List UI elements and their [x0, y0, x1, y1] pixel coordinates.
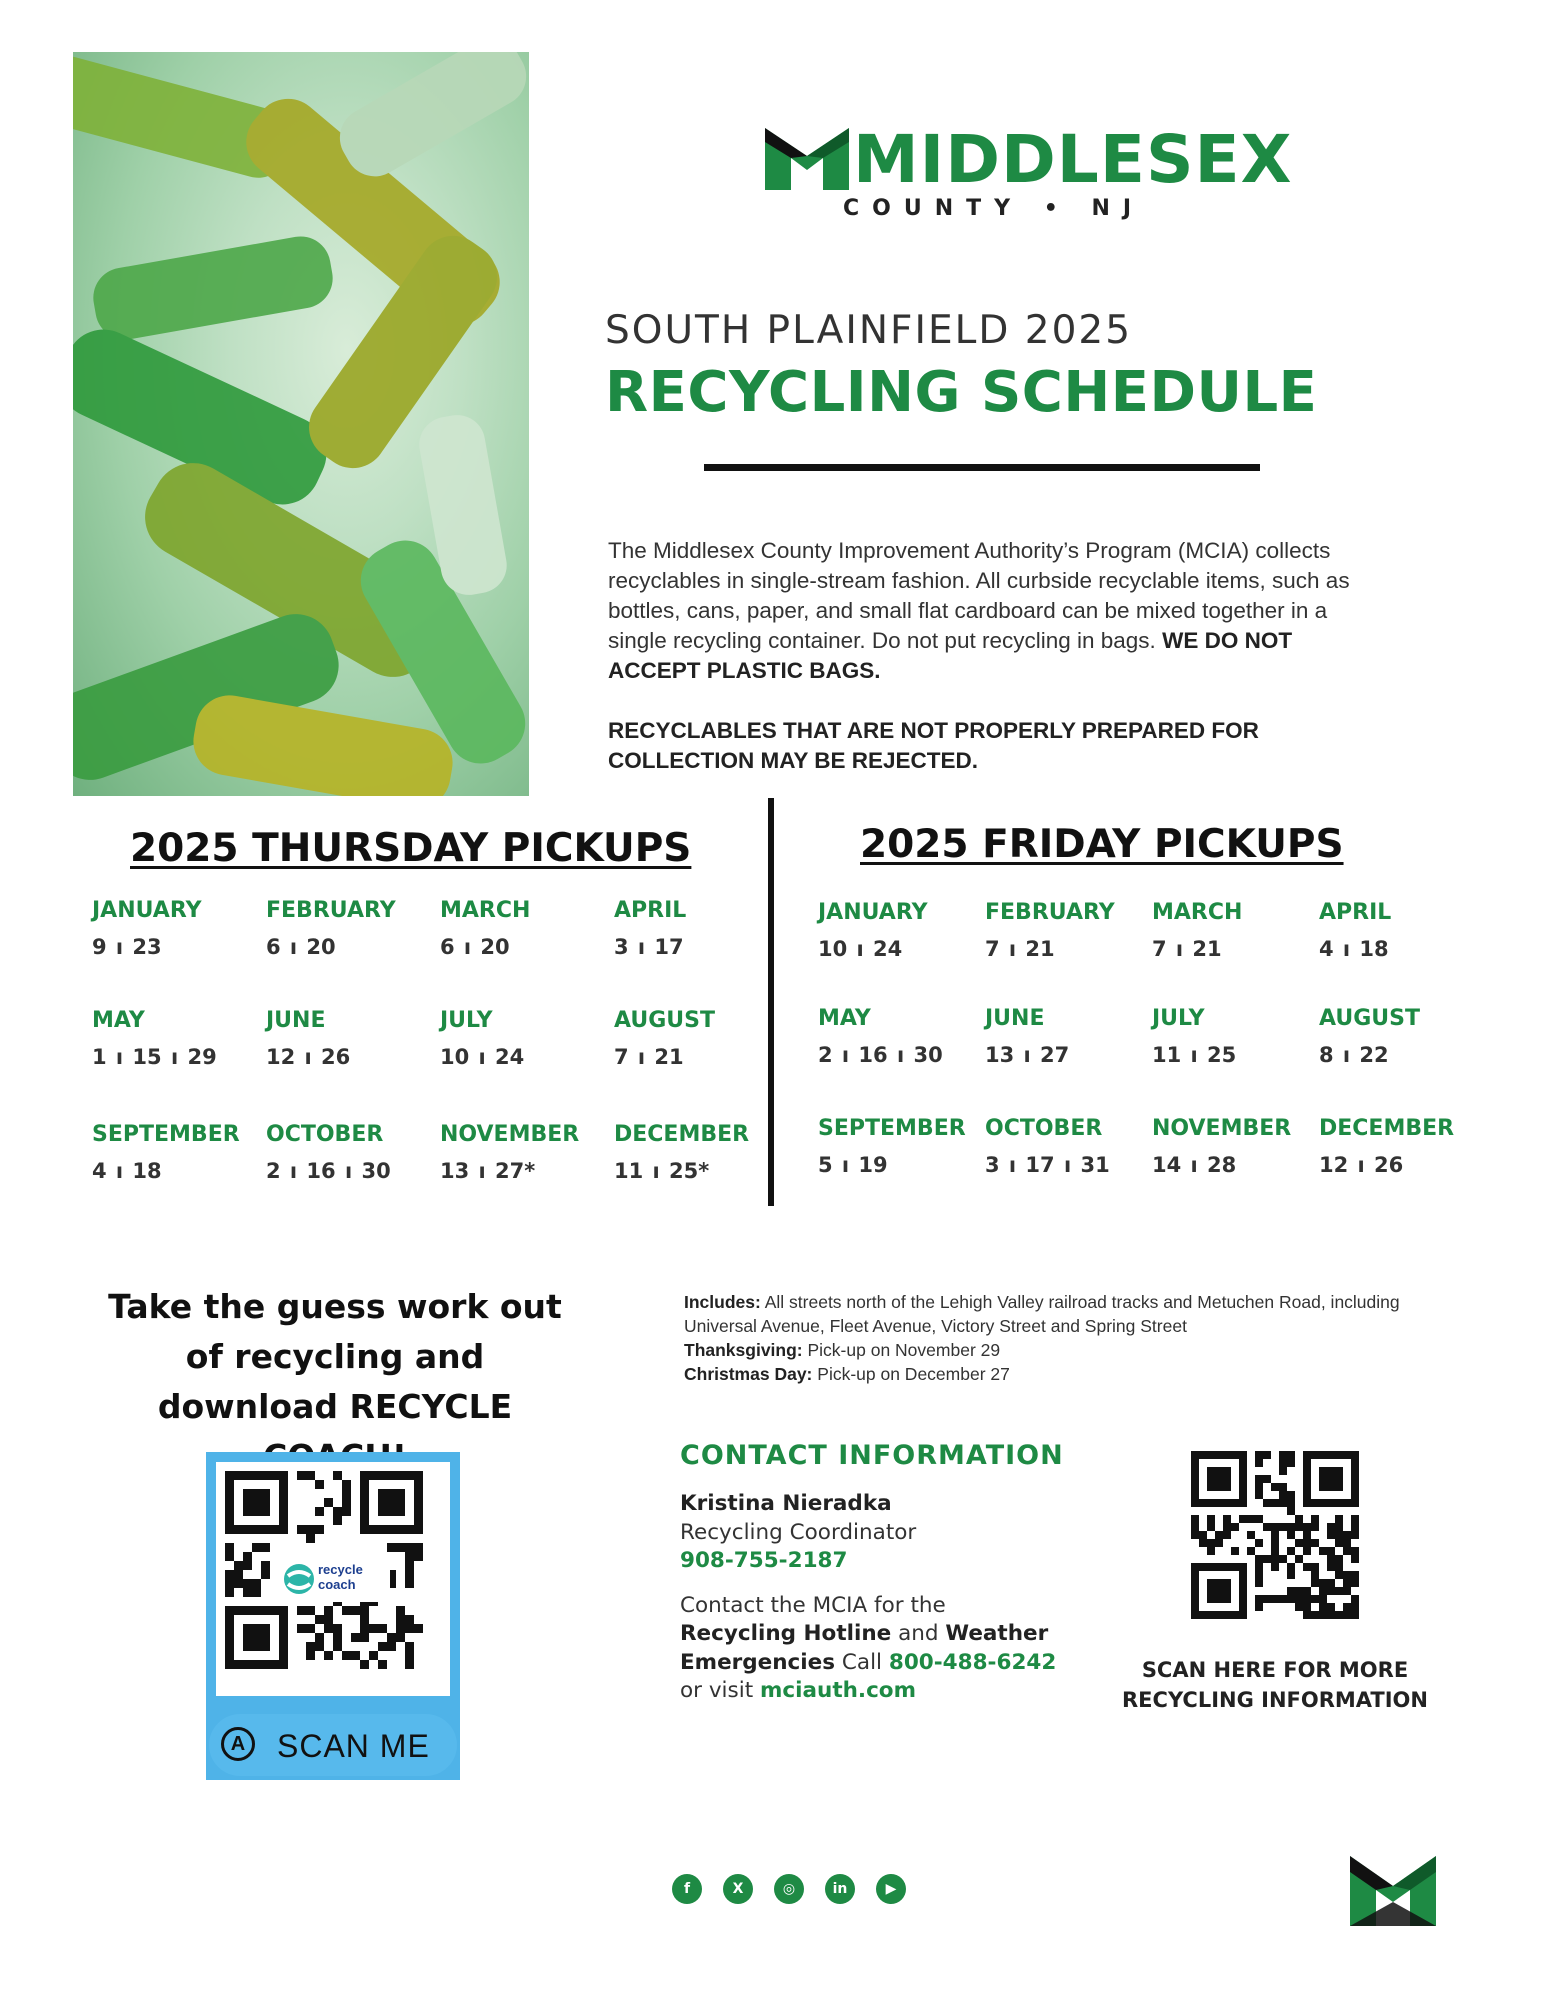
- scan-badge-icon: A: [221, 1727, 255, 1761]
- schedule-divider: [768, 798, 774, 1206]
- call-text: Call: [841, 1649, 883, 1675]
- middlesex-logo: [765, 120, 1293, 230]
- thursday-days-september: 4 ı 18: [92, 1159, 162, 1183]
- recycle-coach-logo: [278, 1556, 390, 1602]
- friday-days-september: 5 ı 19: [818, 1153, 888, 1177]
- christmas-label: Christmas Day:: [684, 1364, 813, 1384]
- instagram-icon[interactable]: ◎: [774, 1874, 804, 1904]
- scan-me-label: SCAN ME: [277, 1728, 430, 1764]
- logo-subtitle: COUNTY • NJ: [843, 196, 1145, 221]
- friday-days-july: 11 ı 25: [1152, 1043, 1237, 1067]
- thursday-month-march: MARCH: [440, 898, 531, 923]
- middlesex-m-mark-icon: [765, 128, 849, 190]
- thursday-days-march: 6 ı 20: [440, 935, 510, 959]
- friday-days-february: 7 ı 21: [985, 937, 1055, 961]
- intro-paragraph: [608, 536, 1388, 686]
- friday-days-december: 12 ı 26: [1319, 1153, 1404, 1177]
- thursday-month-september: SEPTEMBER: [92, 1122, 240, 1147]
- youtube-icon[interactable]: ▶: [876, 1874, 906, 1904]
- social-icons: [672, 1874, 912, 1908]
- friday-days-june: 13 ı 27: [985, 1043, 1070, 1067]
- and-text: and: [898, 1621, 939, 1646]
- thanksgiving-text: Pick-up on November 29: [807, 1340, 1001, 1360]
- thursday-month-november: NOVEMBER: [440, 1122, 580, 1147]
- recycle-coach-swirl-icon: [282, 1562, 316, 1596]
- mcia-phone[interactable]: 800-488-6242: [888, 1649, 1057, 1675]
- friday-month-february: FEBRUARY: [985, 900, 1115, 925]
- glass-bottles-photo: [73, 52, 529, 796]
- logo-wordmark: MIDDLESEX: [853, 121, 1293, 198]
- friday-days-january: 10 ı 24: [818, 937, 903, 961]
- friday-month-may: MAY: [818, 1006, 871, 1031]
- recycle-coach-promo: Take the guess work out of recycling and download RECYCLE: [108, 1287, 562, 1426]
- mcia-website-link[interactable]: mciauth.com: [759, 1678, 916, 1703]
- friday-month-april: APRIL: [1319, 900, 1392, 925]
- intro-text: The Middlesex County Improvement Authority’s Program (MCIA) collects recyclables in single-stream fashion. All curbside recyclable items, such as bottles, cans, paper, and small flat cardboard can be mixed together in a single recycling container. Do not put recycling in bags.: [608, 538, 1350, 653]
- route-notes: [684, 1290, 1404, 1386]
- friday-month-september: SEPTEMBER: [818, 1116, 966, 1141]
- rejection-warning: RECYCLABLES THAT ARE NOT PROPERLY PREPARED FOR COLLECTION MAY BE REJECTED.: [608, 718, 1259, 773]
- page-title-line1: SOUTH PLAINFIELD 2025: [605, 308, 1133, 353]
- weather-label: Weather Emergencies: [680, 1621, 1049, 1675]
- thursday-days-june: 12 ı 26: [266, 1045, 351, 1069]
- christmas-note: [684, 1362, 1404, 1386]
- recycle-coach-logo-text: recycle coach: [318, 1562, 363, 1592]
- thursday-days-november: 13 ı 27*: [440, 1159, 536, 1183]
- friday-days-may: 2 ı 16 ı 30: [818, 1043, 943, 1067]
- middlesex-corner-logo-icon: [1350, 1856, 1436, 1926]
- thursday-month-august: AUGUST: [614, 1008, 715, 1033]
- intro-bold-text: WE DO NOT ACCEPT PLASTIC BAGS.: [608, 628, 1293, 683]
- title-divider: [704, 464, 1260, 471]
- thanksgiving-label: Thanksgiving:: [684, 1340, 803, 1360]
- friday-days-october: 3 ı 17 ı 31: [985, 1153, 1110, 1177]
- includes-note: [684, 1290, 1404, 1338]
- thursday-days-february: 6 ı 20: [266, 935, 336, 959]
- recycle-coach-qr-frame: [216, 1462, 450, 1696]
- thursday-month-october: OCTOBER: [266, 1122, 384, 1147]
- thursday-days-april: 3 ı 17: [614, 935, 684, 959]
- includes-label: Includes:: [684, 1292, 761, 1312]
- linkedin-icon[interactable]: in: [825, 1874, 855, 1904]
- friday-days-april: 4 ı 18: [1319, 937, 1389, 961]
- friday-month-march: MARCH: [1152, 900, 1243, 925]
- friday-month-january: JANUARY: [818, 900, 928, 925]
- friday-month-october: OCTOBER: [985, 1116, 1103, 1141]
- contact-info: [680, 1490, 1120, 1706]
- friday-schedule-title: 2025 FRIDAY PICKUPS: [860, 822, 1344, 867]
- thursday-days-december: 11 ı 25*: [614, 1159, 710, 1183]
- thursday-schedule-title: 2025 THURSDAY PICKUPS: [130, 826, 692, 871]
- visit-text: or visit: [680, 1678, 754, 1703]
- friday-days-november: 14 ı 28: [1152, 1153, 1237, 1177]
- hotline-label: Recycling Hotline: [680, 1621, 892, 1646]
- friday-month-august: AUGUST: [1319, 1006, 1420, 1031]
- friday-month-november: NOVEMBER: [1152, 1116, 1292, 1141]
- more-info-qr-code-icon[interactable]: [1180, 1440, 1374, 1630]
- facebook-icon[interactable]: f: [672, 1874, 702, 1904]
- friday-days-march: 7 ı 21: [1152, 937, 1222, 961]
- thursday-days-january: 9 ı 23: [92, 935, 162, 959]
- thursday-month-december: DECEMBER: [614, 1122, 750, 1147]
- thanksgiving-note: [684, 1338, 1404, 1362]
- friday-month-july: JULY: [1152, 1006, 1205, 1031]
- coordinator-role: Recycling Coordinator: [680, 1519, 917, 1545]
- x-twitter-icon[interactable]: X: [723, 1874, 753, 1904]
- thursday-month-july: JULY: [440, 1008, 493, 1033]
- thursday-days-may: 1 ı 15 ı 29: [92, 1045, 217, 1069]
- recycle-coach-qr-card[interactable]: [206, 1452, 460, 1780]
- friday-month-june: JUNE: [985, 1006, 1045, 1031]
- scan-more-info-caption: SCAN HERE FOR MORE RECYCLING INFORMATION: [1122, 1658, 1428, 1712]
- mcia-contact-line1: Contact the MCIA for the: [680, 1592, 946, 1618]
- thursday-days-july: 10 ı 24: [440, 1045, 525, 1069]
- thursday-month-april: APRIL: [614, 898, 687, 923]
- includes-text: All streets north of the Lehigh Valley railroad tracks and Metuchen Road, including Universal Avenue, Fleet Avenue, Victory Street and Spring Street: [684, 1292, 1400, 1336]
- scan-me-button[interactable]: [209, 1714, 457, 1776]
- friday-month-december: DECEMBER: [1319, 1116, 1455, 1141]
- friday-days-august: 8 ı 22: [1319, 1043, 1389, 1067]
- thursday-month-june: JUNE: [266, 1008, 326, 1033]
- thursday-days-october: 2 ı 16 ı 30: [266, 1159, 391, 1183]
- page-title-line2: RECYCLING SCHEDULE: [605, 360, 1318, 425]
- thursday-days-august: 7 ı 21: [614, 1045, 684, 1069]
- thursday-month-may: MAY: [92, 1008, 145, 1033]
- christmas-text: Pick-up on December 27: [817, 1364, 1010, 1384]
- coordinator-name: Kristina Nieradka: [680, 1491, 892, 1516]
- contact-heading: CONTACT INFORMATION: [680, 1440, 1064, 1471]
- thursday-month-january: JANUARY: [92, 898, 202, 923]
- coordinator-phone[interactable]: 908-755-2187: [680, 1548, 848, 1573]
- thursday-month-february: FEBRUARY: [266, 898, 396, 923]
